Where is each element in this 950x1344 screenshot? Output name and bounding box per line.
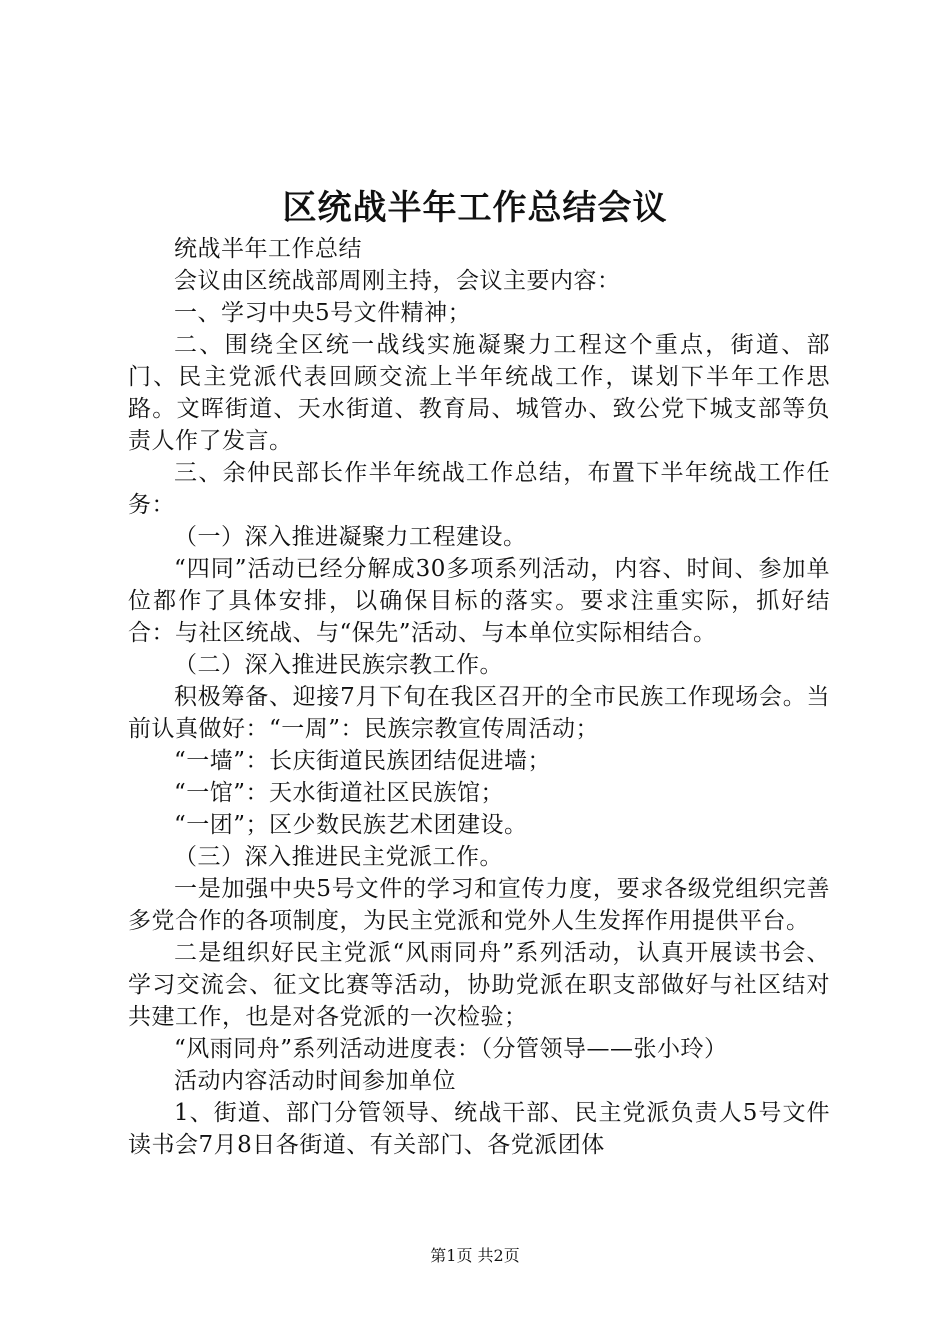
paragraph: 一是加强中央5号文件的学习和宣传力度，要求各级党组织完善多党合作的各项制度，为民主党派和党外人生发挥作用提供平台。 bbox=[128, 876, 830, 934]
paragraph: 二是组织好民主党派“风雨同舟”系列活动，认真开展读书会、学习交流会、征文比赛等活动，协助党派在职支部做好与社区结对共建工作，也是对各党派的一次检验； bbox=[128, 940, 830, 1030]
document-body bbox=[128, 233, 830, 1161]
paragraph: 一、学习中央5号文件精神； bbox=[174, 300, 472, 326]
paragraph: （二）深入推进民族宗教工作。 bbox=[174, 652, 503, 678]
paragraph: 三、余仲民部长作半年统战工作总结，布置下半年统战工作任务： bbox=[128, 460, 830, 518]
paragraph: “一馆”：天水街道社区民族馆； bbox=[174, 780, 505, 806]
paragraph: “风雨同舟”系列活动进度表：（分管领导——张小玲） bbox=[174, 1036, 728, 1062]
page-number-footer: 第1页 共2页 bbox=[430, 1246, 520, 1265]
paragraph: 活动内容活动时间参加单位 bbox=[174, 1068, 456, 1094]
paragraph: 1、街道、部门分管领导、统战干部、民主党派负责人5号文件读书会7月8日各街道、有关部门、各党派团体 bbox=[128, 1100, 830, 1158]
paragraph: 二、围绕全区统一战线实施凝聚力工程这个重点，街道、部门、民主党派代表回顾交流上半年统战工作，谋划下半年工作思路。文晖街道、天水街道、教育局、城管办、致公党下城支部等负责人作了发言。 bbox=[128, 332, 830, 454]
paragraph: 积极筹备、迎接7月下旬在我区召开的全市民族工作现场会。当前认真做好：“一周”：民族宗教宣传周活动； bbox=[128, 684, 830, 742]
paragraph: 会议由区统战部周刚主持，会议主要内容： bbox=[174, 268, 621, 294]
paragraph: “四同”活动已经分解成30多项系列活动，内容、时间、参加单位都作了具体安排，以确保目标的落实。要求注重实际，抓好结合：与社区统战、与“保先”活动、与本单位实际相结合。 bbox=[128, 556, 830, 646]
paragraph: 统战半年工作总结 bbox=[174, 236, 362, 262]
paragraph: （三）深入推进民主党派工作。 bbox=[174, 844, 503, 870]
paragraph: （一）深入推进凝聚力工程建设。 bbox=[174, 524, 527, 550]
paragraph: “一墙”：长庆街道民族团结促进墙； bbox=[174, 748, 552, 774]
document-title: 区统战半年工作总结会议 bbox=[282, 188, 668, 228]
paragraph: “一团”；区少数民族艺术团建设。 bbox=[174, 812, 528, 838]
